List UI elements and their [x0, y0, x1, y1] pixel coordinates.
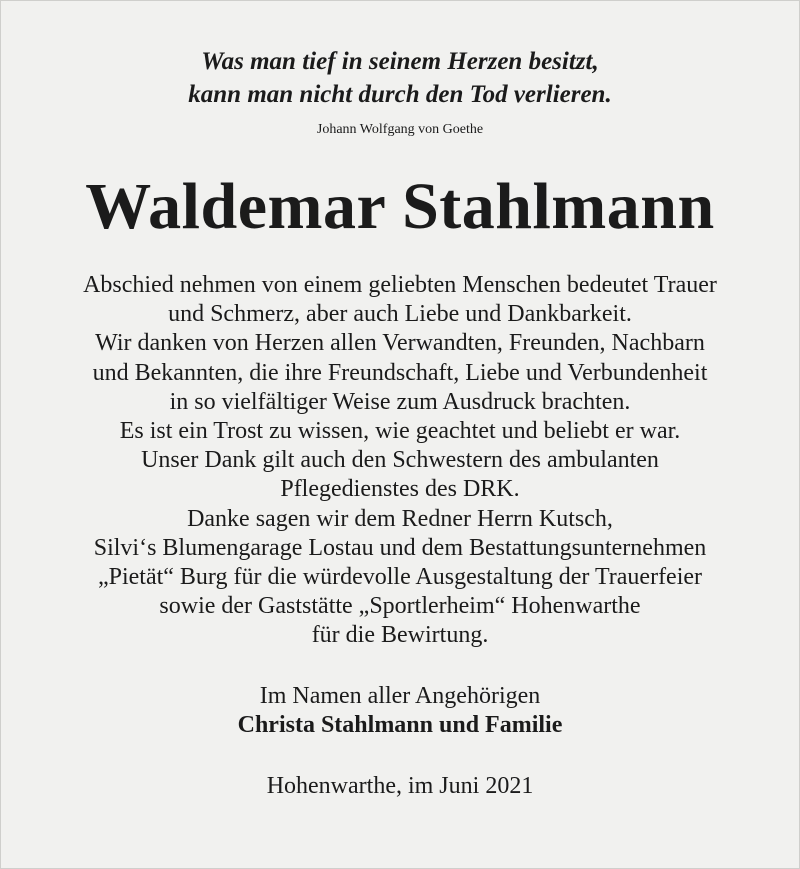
deceased-name: Waldemar Stahlmann [85, 170, 715, 243]
quote-attribution: Johann Wolfgang von Goethe [316, 122, 484, 137]
message-line: und Bekannten, die ihre Freundschaft, Liebe und Verbundenheit [92, 359, 708, 386]
message-line: Wir danken von Herzen allen Verwandten, Freunden, Nachbarn [95, 330, 705, 357]
message-line: Silvi‘s Blumengarage Lostau und dem Bestattungsunternehmen [93, 534, 707, 561]
quote-line: Was man tief in seinem Herzen besitzt, [201, 48, 599, 75]
signature-intro: Im Namen aller Angehörigen [259, 682, 541, 709]
message-line: sowie der Gaststätte „Sportlerheim“ Hohenwarthe [159, 593, 641, 620]
goethe-quote [1, 1, 799, 111]
signer-name: Christa Stahlmann und Familie [237, 711, 563, 738]
signature-block [1, 682, 799, 740]
message-line: Abschied nehmen von einem geliebten Menschen bedeutet Trauer [83, 272, 717, 298]
quote-line: kann man nicht durch den Tod verlieren. [188, 81, 612, 108]
place-and-date: Hohenwarthe, im Juni 2021 [266, 772, 534, 799]
message-line: für die Bewirtung. [311, 622, 489, 649]
message-line: Danke sagen wir dem Redner Herrn Kutsch, [187, 505, 613, 532]
message-line: und Schmerz, aber auch Liebe und Dankbarkeit. [168, 301, 632, 328]
message-line: Pflegedienstes des DRK. [280, 476, 520, 503]
message-line: Unser Dank gilt auch den Schwestern des ambulanten [141, 447, 659, 474]
message-line: Es ist ein Trost zu wissen, wie geachtet und beliebt er war. [119, 418, 681, 445]
message-line: in so vielfältiger Weise zum Ausdruck brachten. [169, 388, 631, 415]
message-line: „Pietät“ Burg für die würdevolle Ausgestaltung der Trauerfeier [97, 564, 703, 591]
thank-you-message [1, 271, 799, 651]
